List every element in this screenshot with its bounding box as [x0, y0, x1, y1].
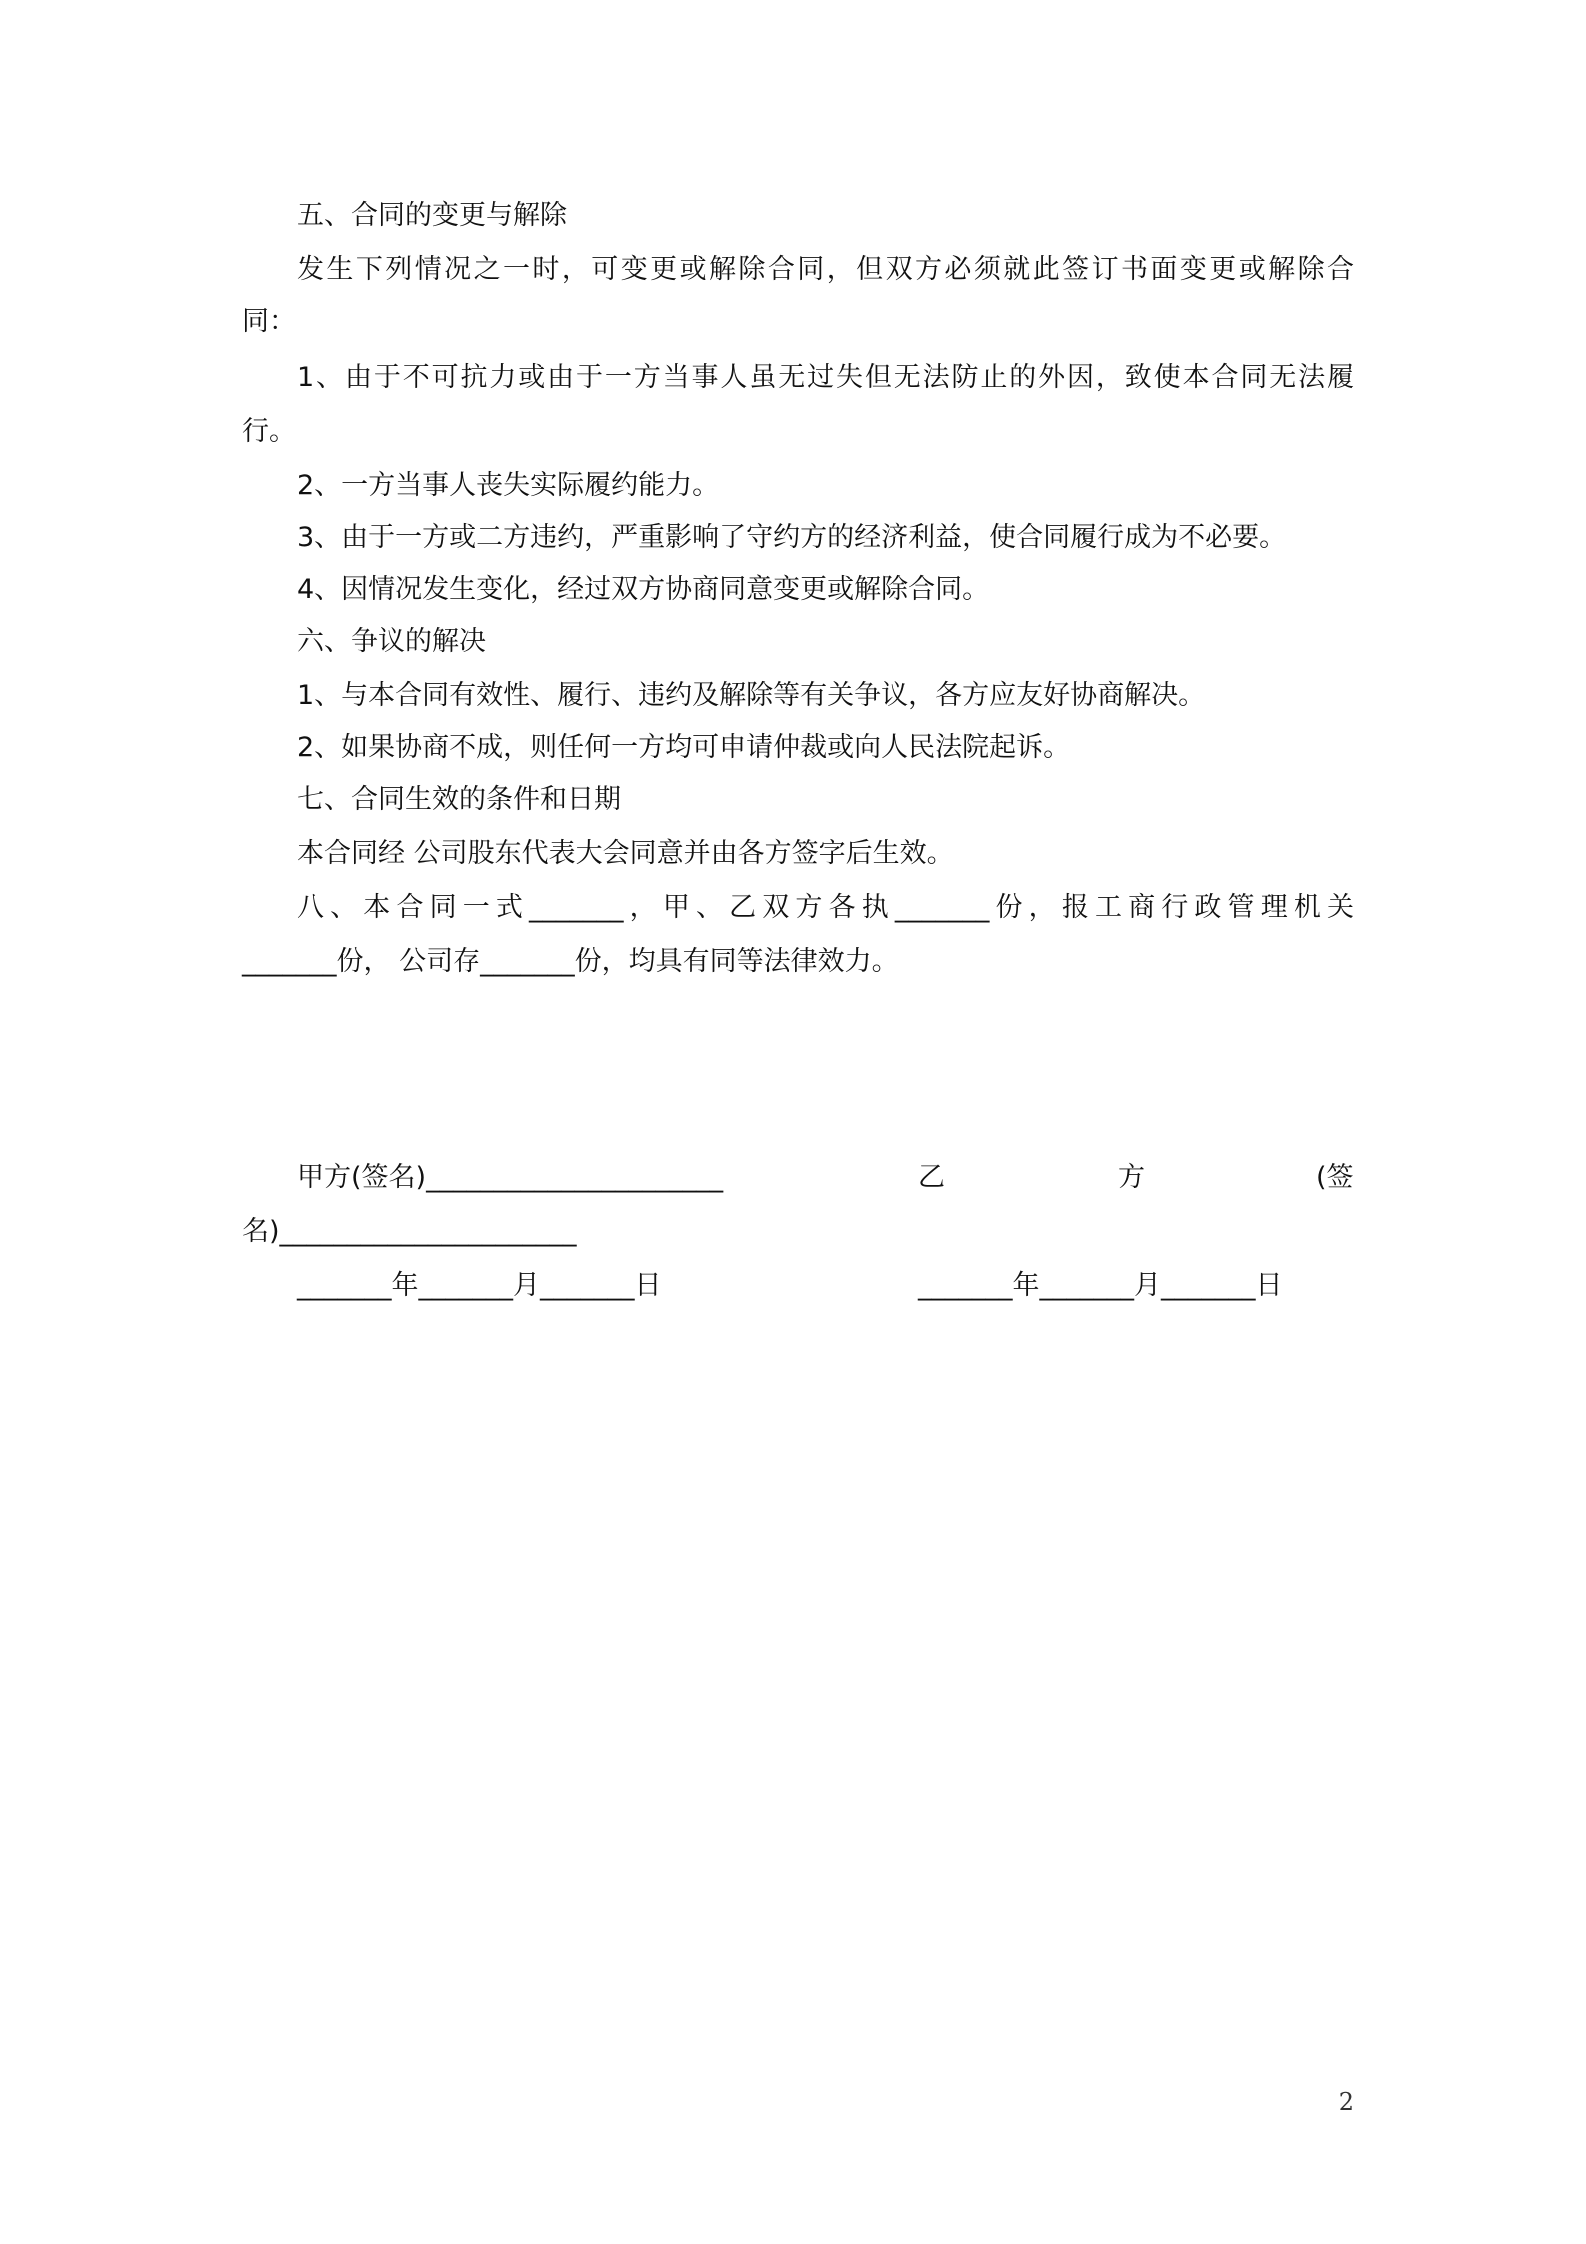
party-b-label-char2: 方 — [1118, 1162, 1145, 1193]
section7-heading: 七、合同生效的条件和日期 — [297, 784, 621, 815]
section6-item2: 2、如果协商不成，则任何一方均可申请仲裁或向人民法院起诉。 — [297, 732, 1071, 763]
section6-item1: 1、与本合同有效性、履行、违约及解除等有关争议，各方应友好协商解决。 — [297, 680, 1206, 711]
section7-text: 本合同经 公司股东代表大会同意并由各方签字后生效。 — [297, 838, 954, 869]
page-number: 2 — [1338, 2088, 1354, 2116]
section5-item4: 4、因情况发生变化，经过双方协商同意变更或解除合同。 — [297, 574, 990, 605]
party-b-date: _______年_______月_______日 — [918, 1270, 1283, 1301]
section5-item3: 3、由于一方或二方违约，严重影响了守约方的经济利益，使合同履行成为不必要。 — [297, 522, 1287, 553]
section5-heading: 五、合同的变更与解除 — [297, 200, 567, 231]
party-a-signature: 甲方(签名)______________________ — [297, 1162, 724, 1193]
party-b-signature: 名)______________________ — [242, 1216, 577, 1247]
section8-line1: 八、本合同一式_______，甲、乙双方各执_______份，报工商行政管理机关 — [297, 892, 1354, 923]
section5-intro-line2: 同： — [242, 306, 296, 337]
section5-item2: 2、一方当事人丧失实际履约能力。 — [297, 470, 720, 501]
party-a-date: _______年_______月_______日 — [297, 1270, 662, 1301]
party-b-label-char1: 乙 — [918, 1162, 945, 1193]
party-b-label-char3: (签 — [1316, 1162, 1354, 1193]
section5-item1-line2: 行。 — [242, 416, 296, 447]
section5-item1-line1: 1、由于不可抗力或由于一方当事人虽无过失但无法防止的外因，致使本合同无法履 — [297, 362, 1354, 393]
section6-heading: 六、争议的解决 — [297, 626, 486, 657]
section8-line2: _______份， 公司存_______份，均具有同等法律效力。 — [242, 946, 899, 977]
section5-intro-line1: 发生下列情况之一时，可变更或解除合同，但双方必须就此签订书面变更或解除合 — [297, 254, 1354, 285]
